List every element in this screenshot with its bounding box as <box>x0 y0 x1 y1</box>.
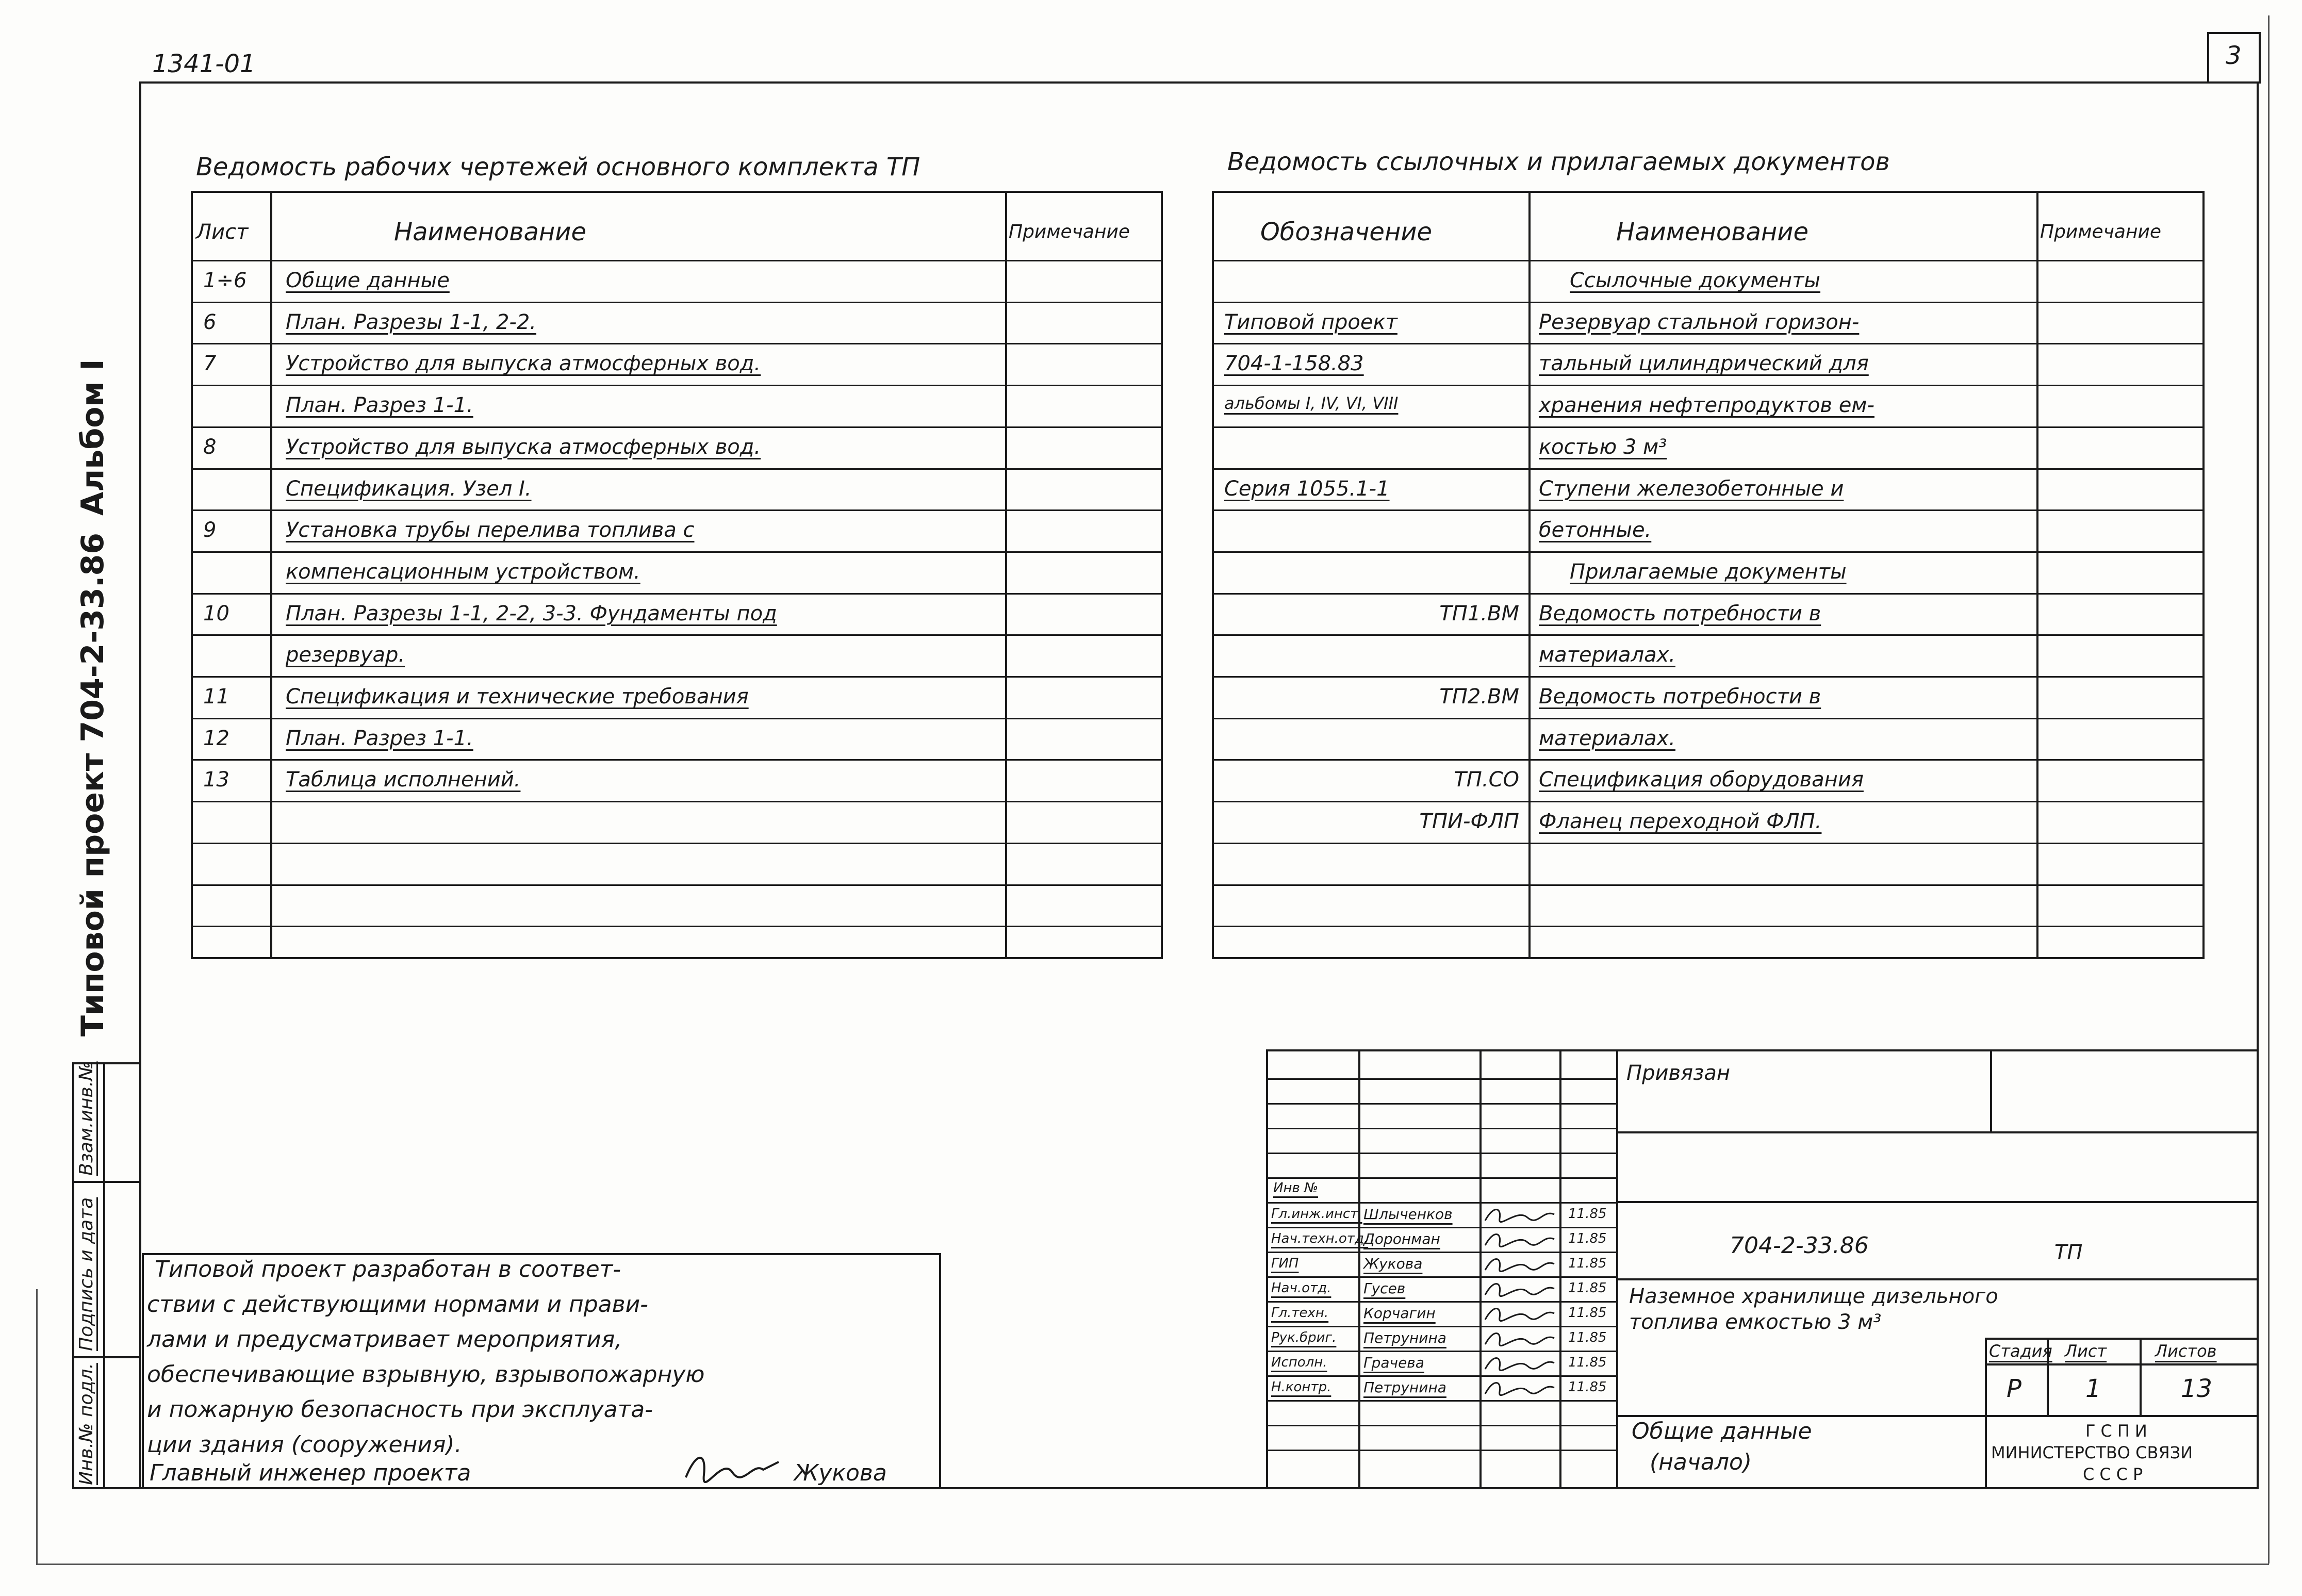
left-row-sheet: 11 <box>203 685 229 709</box>
left-row-sheet: 1÷6 <box>203 269 247 292</box>
stamp-inv-podl: Инв.№ подл. <box>76 1363 97 1485</box>
tb-h-stage2 <box>1985 1363 2257 1365</box>
right-row-line <box>1214 593 2202 595</box>
left-row-name: План. Разрез 1-1. <box>286 393 473 418</box>
tb-staff-date: 11.85 <box>1568 1206 1607 1222</box>
right-row-line <box>1214 926 2202 927</box>
tb-h-stage <box>1985 1338 2257 1340</box>
left-row-line <box>193 676 1161 678</box>
left-row-line <box>193 551 1161 553</box>
title-block <box>1266 1049 2259 1489</box>
tb-grid-line <box>1268 1202 1616 1204</box>
left-header-note: Примечание <box>1009 221 1130 242</box>
tb-object-line-1: Наземное хранилище дизельного <box>1629 1285 1998 1308</box>
tb-staff-name: Доронман <box>1363 1230 1440 1247</box>
tb-grid-line <box>1268 1078 1616 1080</box>
left-header-sheet: Лист <box>196 220 249 244</box>
tb-org-3: СССР <box>2083 1465 2148 1484</box>
left-row-name: Общие данные <box>286 269 450 292</box>
outer-left-line <box>36 1289 38 1564</box>
tb-object-line-2: топлива емкостью 3 м³ <box>1629 1310 1882 1334</box>
sheet-corner-number: 3 <box>2226 41 2242 70</box>
tb-staff-role: Гл.техн. <box>1271 1305 1329 1321</box>
note-line-1: Типовой проект разработан в соответ- <box>155 1256 621 1282</box>
tb-stage-value: Р <box>2007 1374 2021 1403</box>
left-row-line <box>193 426 1161 428</box>
tb-staff-name: Петрунина <box>1363 1379 1446 1396</box>
sidebar-album: Альбом I <box>75 359 111 516</box>
left-row-sheet: 13 <box>203 768 229 792</box>
right-row-line <box>1214 343 2202 344</box>
tb-stage-div <box>1985 1338 1987 1487</box>
tb-staff-name: Гусев <box>1363 1280 1406 1297</box>
right-table-title: Ведомость ссылочных и прилагаемых документов <box>1227 147 1890 176</box>
right-row-name: Фланец переходной ФЛП. <box>1539 810 1822 834</box>
tb-staff-name: Жукова <box>1363 1255 1423 1272</box>
left-row-name: компенсационным устройством. <box>286 560 640 584</box>
right-row-line <box>1214 509 2202 511</box>
tb-grid-line <box>1268 1252 1616 1253</box>
tb-staff-role: Гл.инж.инст. <box>1271 1206 1362 1222</box>
right-row-line <box>1214 801 2202 802</box>
left-row-line <box>193 509 1161 511</box>
tb-staff-name: Грачева <box>1363 1354 1424 1371</box>
tb-staff-role: Нач.техн.отд. <box>1271 1231 1369 1246</box>
left-table <box>191 191 1163 959</box>
tb-v4 <box>1616 1051 1618 1487</box>
tb-stage-label: Стадия <box>1989 1341 2052 1361</box>
outer-right-line <box>2268 15 2270 1564</box>
right-row-name: тальный цилиндрический для <box>1539 352 1869 376</box>
tb-grid-line <box>1268 1375 1616 1377</box>
right-row-line <box>1214 551 2202 553</box>
note-line-6: ции здания (сооружения). <box>147 1432 462 1458</box>
tb-sheets-value: 13 <box>2181 1374 2213 1403</box>
tb-staff-role: Рук.бриг. <box>1271 1330 1337 1345</box>
right-row-code: ТП2.ВМ <box>1439 685 1519 709</box>
right-row-name: костью 3 м³ <box>1539 435 1667 459</box>
tb-staff-signature <box>1481 1228 1558 1251</box>
tb-grid-line <box>1268 1301 1616 1303</box>
left-row-line <box>193 634 1161 636</box>
outer-bottom-line <box>36 1564 2269 1565</box>
chief-engineer-signature <box>681 1446 784 1488</box>
right-header-code: Обозначение <box>1260 218 1433 246</box>
right-row-section-heading: Ссылочные документы <box>1570 269 1821 292</box>
tb-staff-date: 11.85 <box>1568 1355 1607 1370</box>
tb-org-1: ГСПИ <box>2085 1421 2152 1441</box>
stamp-divider-1 <box>72 1181 141 1183</box>
tb-bound-div <box>1990 1051 1992 1131</box>
left-row-line <box>193 801 1161 802</box>
tb-staff-date: 11.85 <box>1568 1379 1607 1395</box>
note-signer-name: Жукова <box>794 1460 887 1486</box>
left-row-sheet: 7 <box>203 352 217 376</box>
tb-grid-line <box>1268 1276 1616 1278</box>
tb-grid-line <box>1268 1153 1616 1154</box>
doc-code: 1341-01 <box>152 50 256 78</box>
left-row-name: План. Разрез 1-1. <box>286 726 473 750</box>
left-row-name: Устройство для выпуска атмосферных вод. <box>286 435 761 459</box>
tb-staff-signature <box>1481 1376 1558 1399</box>
tb-staff-name: Корчагин <box>1363 1305 1436 1322</box>
tb-sheet-title-2: (начало) <box>1650 1449 1752 1475</box>
tb-staff-role: Исполн. <box>1271 1355 1327 1370</box>
left-row-line <box>193 884 1161 886</box>
tb-h-mid <box>1616 1201 2257 1203</box>
tb-grid-line <box>1268 1103 1616 1105</box>
tb-h-bound <box>1616 1131 2257 1133</box>
tb-staff-name: Петрунина <box>1363 1329 1446 1346</box>
stamp-signature-date: Подпись и дата <box>76 1197 97 1351</box>
tb-sheet-value: 1 <box>2085 1374 2101 1403</box>
left-row-sheet: 6 <box>203 310 217 334</box>
right-row-name: хранения нефтепродуктов ем- <box>1539 393 1875 418</box>
left-row-line <box>193 260 1161 261</box>
left-row-sheet: 12 <box>203 726 229 750</box>
left-row-sheet: 9 <box>203 518 217 542</box>
tb-org-2: МИНИСТЕРСТВО СВЯЗИ <box>1991 1443 2193 1462</box>
right-row-name: бетонные. <box>1539 518 1652 542</box>
tb-h-object <box>1616 1415 2257 1417</box>
right-row-line <box>1214 468 2202 470</box>
top-edge-line <box>284 81 2259 84</box>
tb-staff-date: 11.85 <box>1568 1280 1607 1296</box>
right-row-code: ТП1.ВМ <box>1439 601 1519 626</box>
left-row-line <box>193 343 1161 344</box>
tb-staff-role: Нач.отд. <box>1271 1280 1331 1296</box>
tb-staff-role: ГИП <box>1271 1256 1299 1271</box>
tb-staff-signature <box>1481 1277 1558 1300</box>
tb-staff-date: 11.85 <box>1568 1256 1607 1271</box>
tb-inv-no: Инв № <box>1273 1180 1319 1196</box>
tb-sheets-label: Листов <box>2155 1341 2217 1361</box>
tb-sheet-label: Лист <box>2065 1341 2107 1361</box>
tb-grid-line <box>1268 1227 1616 1228</box>
right-header-note: Примечание <box>2040 221 2162 242</box>
tb-staff-signature <box>1481 1302 1558 1325</box>
left-table-title: Ведомость рабочих чертежей основного комплекта ТП <box>196 153 920 182</box>
tb-grid-line <box>1268 1326 1616 1327</box>
right-row-name: материалах. <box>1539 643 1675 667</box>
right-table <box>1212 191 2205 959</box>
stamp-vdivider <box>103 1062 105 1489</box>
left-row-sheet: 10 <box>203 601 229 626</box>
tb-grid-line <box>1268 1177 1616 1179</box>
right-row-line <box>1214 759 2202 761</box>
right-row-line <box>1214 843 2202 844</box>
left-row-line <box>193 718 1161 719</box>
right-row-line <box>1214 884 2202 886</box>
left-header-name: Наименование <box>394 218 587 246</box>
right-row-code: Серия 1055.1-1 <box>1224 476 1390 501</box>
left-row-line <box>193 926 1161 927</box>
left-row-name: Устройство для выпуска атмосферных вод. <box>286 352 761 376</box>
tb-grid-line <box>1268 1425 1616 1426</box>
note-signer-title: Главный инженер проекта <box>150 1460 471 1486</box>
right-row-name: Спецификация оборудования <box>1539 768 1864 792</box>
tb-h-docnum <box>1616 1278 2257 1280</box>
note-line-3: лами и предусматривает мероприятия, <box>147 1326 622 1353</box>
left-row-name: План. Разрезы 1-1, 2-2, 3-3. Фундаменты под <box>286 601 777 626</box>
tb-bound-label: Привязан <box>1626 1061 1731 1085</box>
tb-staff-name: Шлыченков <box>1363 1206 1453 1223</box>
tb-sheet-title-1: Общие данные <box>1632 1418 1812 1444</box>
right-row-line <box>1214 426 2202 428</box>
tb-doc-number: 704-2-33.86 <box>1730 1232 1869 1259</box>
tb-doc-suffix: ТП <box>2054 1241 2083 1264</box>
left-row-name: Таблица исполнений. <box>286 768 521 792</box>
left-row-line <box>193 843 1161 844</box>
right-row-code: Типовой проект <box>1224 310 1397 334</box>
right-row-code: 704-1-158.83 <box>1224 352 1364 376</box>
tb-staff-date: 11.85 <box>1568 1330 1607 1345</box>
sidebar-project: Типовой проект 704-2-33.86 <box>75 532 111 1036</box>
tb-grid-line <box>1268 1351 1616 1352</box>
right-row-name: Ступени железобетонные и <box>1539 476 1844 501</box>
tb-staff-date: 11.85 <box>1568 1305 1607 1321</box>
stamp-replacement-inv: Взам.инв.№ <box>76 1061 97 1176</box>
right-row-name: Ведомость потребности в <box>1539 685 1821 709</box>
left-row-name: Спецификация и технические требования <box>286 685 749 709</box>
left-row-line <box>193 593 1161 595</box>
tb-staff-signature <box>1481 1352 1558 1374</box>
tb-grid-line <box>1268 1400 1616 1402</box>
left-row-line <box>193 759 1161 761</box>
tb-v3 <box>1559 1051 1561 1487</box>
note-line-2: ствии с действующими нормами и прави- <box>147 1291 649 1318</box>
right-row-line <box>1214 676 2202 678</box>
right-row-code: ТП.СО <box>1454 768 1519 792</box>
right-header-name: Наименование <box>1616 218 1809 246</box>
tb-v1 <box>1358 1051 1360 1487</box>
right-row-line <box>1214 385 2202 386</box>
left-row-name: Спецификация. Узел I. <box>286 476 532 501</box>
left-row-sheet: 8 <box>203 435 217 459</box>
right-row-line <box>1214 634 2202 636</box>
right-row-name: материалах. <box>1539 726 1675 750</box>
tb-staff-date: 11.85 <box>1568 1231 1607 1246</box>
right-row-name: Резервуар стальной горизон- <box>1539 310 1860 334</box>
left-row-name: резервуар. <box>286 643 405 667</box>
note-line-5: и пожарную безопасность при эксплуата- <box>147 1396 653 1423</box>
tb-staff-signature <box>1481 1203 1558 1226</box>
note-line-4: обеспечивающие взрывную, взрывопожарную <box>147 1361 705 1388</box>
tb-staff-role: Н.контр. <box>1271 1379 1331 1395</box>
doc-code-underline <box>147 81 286 83</box>
right-row-line <box>1214 260 2202 261</box>
left-row-line <box>193 302 1161 303</box>
left-row-line <box>193 468 1161 470</box>
right-row-code: ТПИ-ФЛП <box>1419 810 1519 834</box>
right-row-section-heading: Прилагаемые документы <box>1570 560 1847 584</box>
tb-grid-line <box>1268 1128 1616 1129</box>
right-row-line <box>1214 302 2202 303</box>
right-row-line <box>1214 718 2202 719</box>
right-row-code: альбомы I, IV, VI, VIII <box>1224 393 1399 414</box>
right-row-name: Ведомость потребности в <box>1539 601 1821 626</box>
left-row-name: Установка трубы перелива топлива с <box>286 518 695 542</box>
tb-stage-col2 <box>2140 1338 2142 1415</box>
left-row-name: План. Разрезы 1-1, 2-2. <box>286 310 537 334</box>
tb-grid-line <box>1268 1450 1616 1451</box>
tb-staff-signature <box>1481 1327 1558 1350</box>
stamp-divider-2 <box>72 1356 141 1358</box>
tb-staff-signature <box>1481 1253 1558 1275</box>
left-row-line <box>193 385 1161 386</box>
